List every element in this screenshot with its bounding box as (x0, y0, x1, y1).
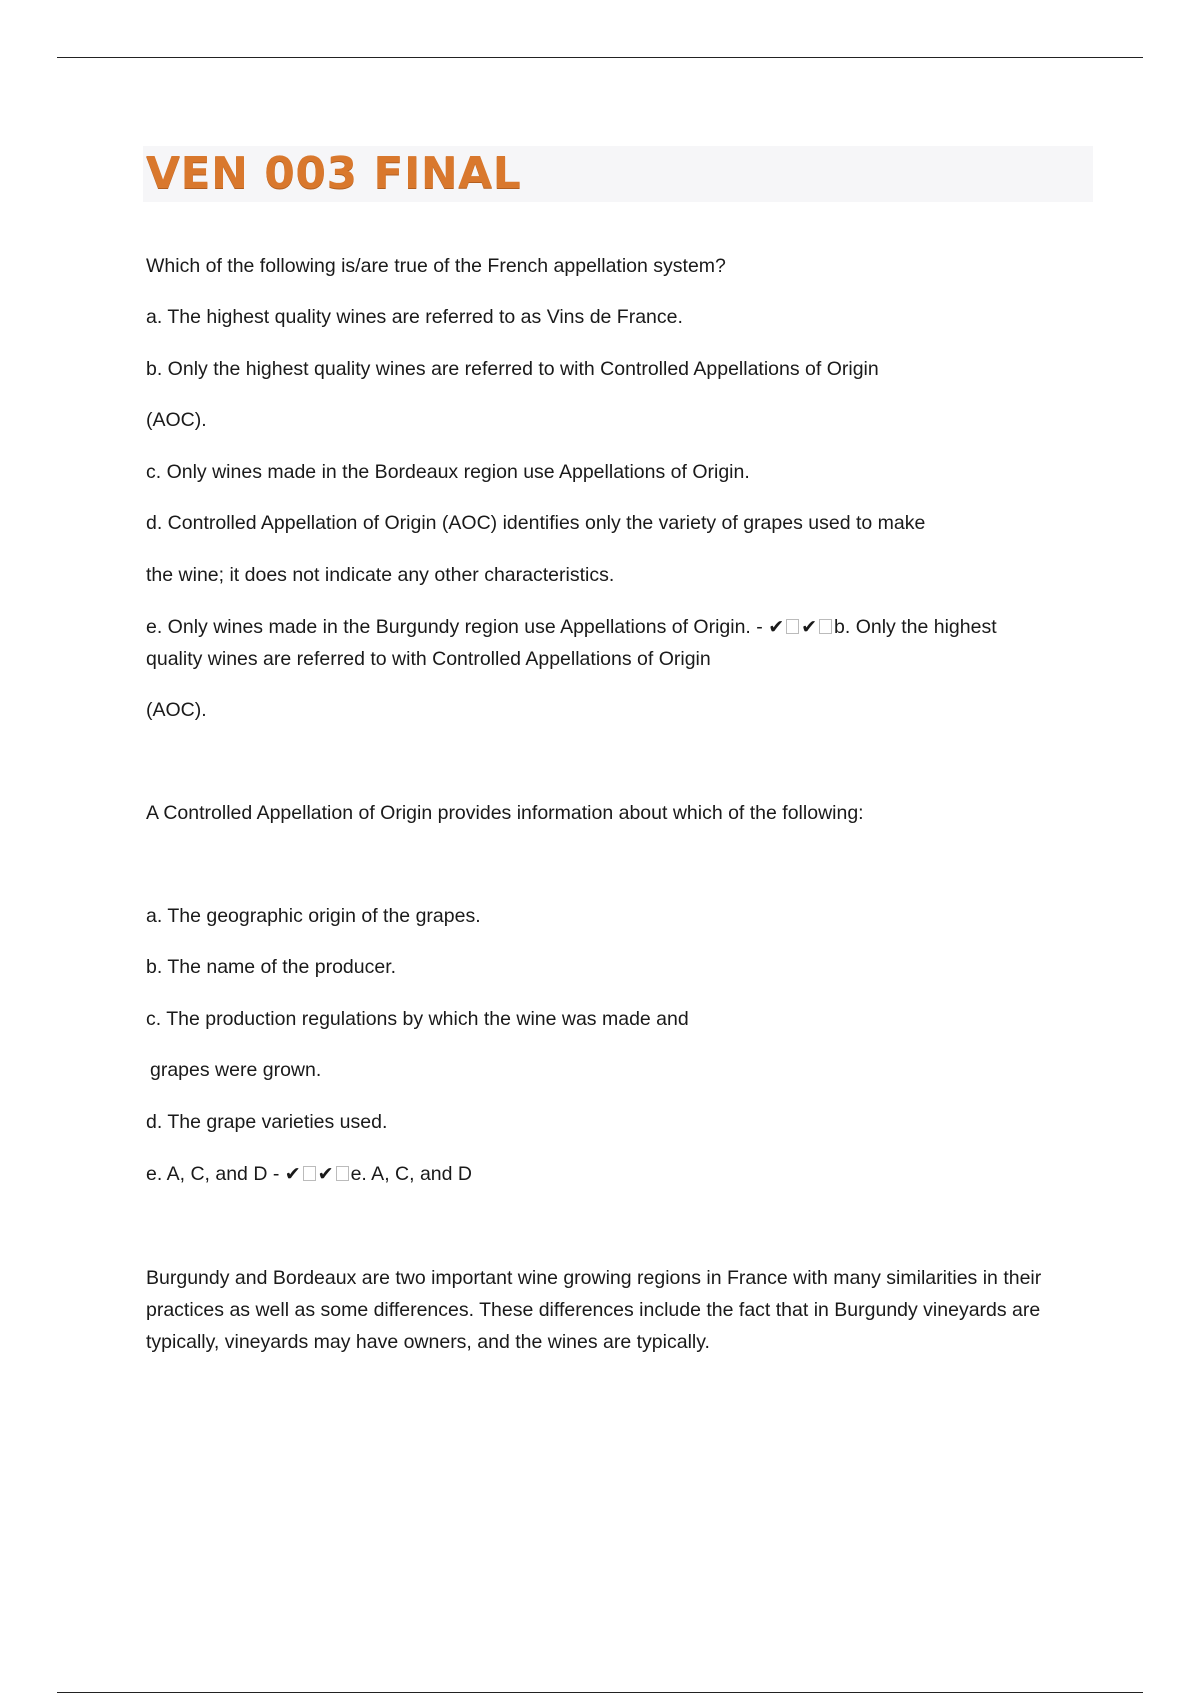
q2-option-e: e. A, C, and D - (146, 1163, 280, 1185)
question-2: A Controlled Appellation of Origin provides information about which of the following: (146, 802, 864, 824)
q1-option-e: e. Only wines made in the Burgundy region use Appellations of Origin. - (146, 616, 763, 638)
q1-option-d-continued: the wine; it does not indicate any other characteristics. (146, 564, 615, 586)
q1-answer-continued: quality wines are referred to with Controlled Appellations of Origin (146, 648, 711, 670)
footer-rule (57, 1692, 1143, 1693)
q2-answer: e. A, C, and D (350, 1163, 472, 1185)
header-rule (57, 57, 1143, 58)
box-icon (819, 619, 832, 634)
question-3: Burgundy and Bordeaux are two important wine growing regions in France with many similarities in their practices as well as some differences. These differences include the fact that in Burgundy vineyards are typically, vineyards may have owners, and the wines are typically. (146, 1267, 1042, 1353)
q2-option-e-with-answer (146, 1161, 472, 1187)
q1-option-b: b. Only the highest quality wines are referred to with Controlled Appellations of Origin (146, 358, 879, 380)
q2-option-a: a. The geographic origin of the grapes. (146, 905, 481, 927)
q2-option-c-continued: grapes were grown. (150, 1059, 322, 1081)
q2-option-c: c. The production regulations by which the wine was made and (146, 1008, 689, 1030)
q1-answer-end: (AOC). (146, 699, 207, 721)
q1-answer: b. Only the highest (834, 616, 997, 638)
question-1: Which of the following is/are true of the French appellation system? (146, 255, 726, 277)
checkmark-icon: ✔ (768, 616, 785, 638)
q1-option-a: a. The highest quality wines are referred to as Vins de France. (146, 306, 683, 328)
q1-option-c: c. Only wines made in the Bordeaux region use Appellations of Origin. (146, 461, 750, 483)
q2-option-d: d. The grape varieties used. (146, 1111, 388, 1133)
q2-option-b: b. The name of the producer. (146, 956, 397, 978)
checkmark-icon: ✔ (801, 616, 818, 638)
q1-option-b-continued: (AOC). (146, 409, 207, 431)
document-title: VEN 003 FINAL (146, 148, 522, 199)
box-icon (786, 619, 799, 634)
q1-option-e-with-answer (146, 614, 997, 640)
checkmark-icon: ✔ (284, 1163, 301, 1185)
q1-option-d: d. Controlled Appellation of Origin (AOC) identifies only the variety of grapes used to make (146, 512, 926, 534)
checkmark-icon: ✔ (317, 1163, 334, 1185)
box-icon (303, 1166, 316, 1181)
box-icon (336, 1166, 349, 1181)
